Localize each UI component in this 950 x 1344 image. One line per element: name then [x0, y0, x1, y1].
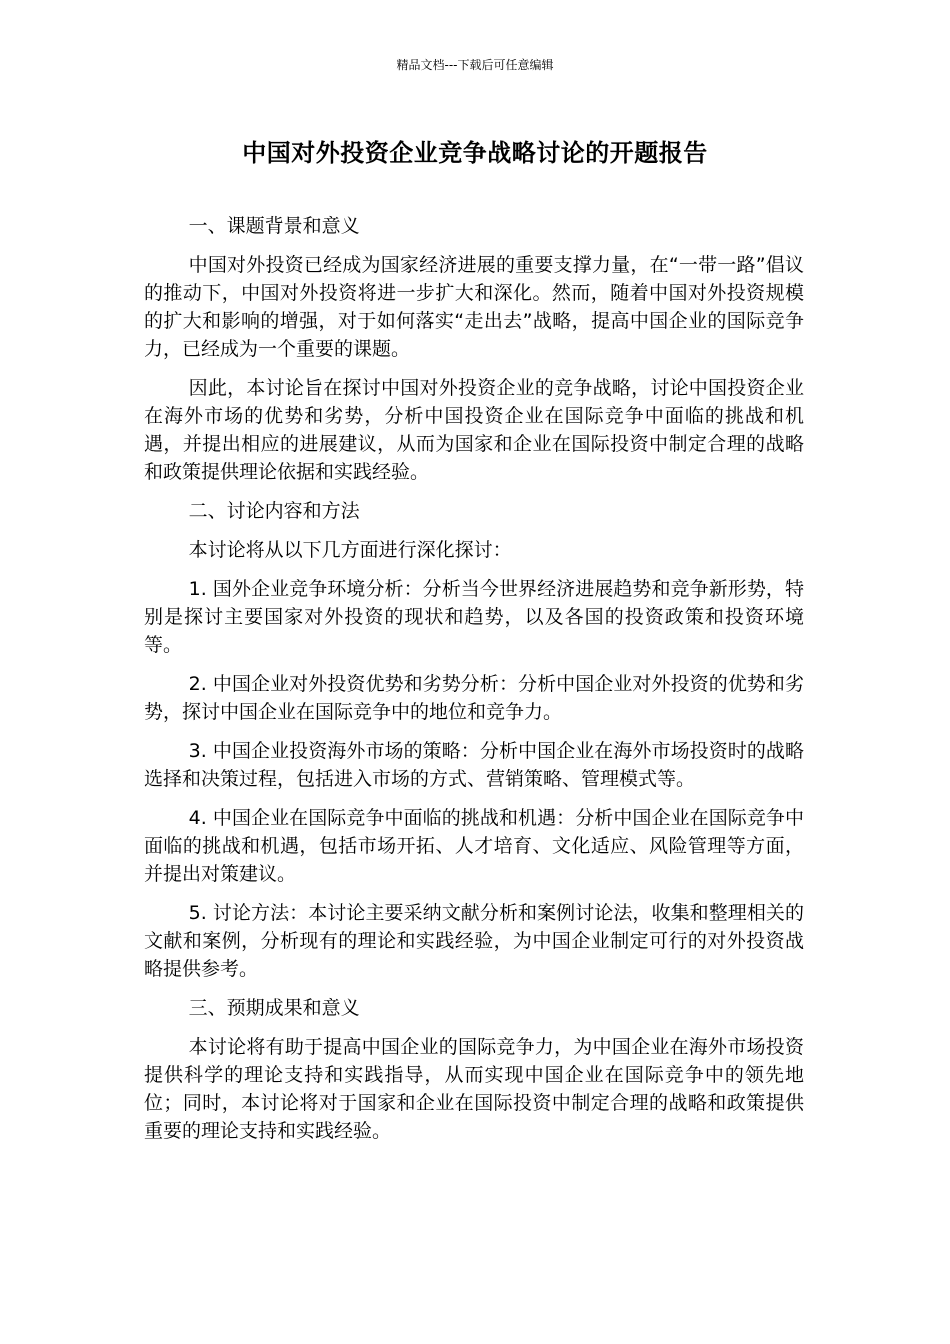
section-heading-outcomes: 三、预期成果和意义 — [188, 997, 360, 1019]
paragraph-outcomes: 本讨论将有助于提高中国企业的国际竞争力，为中国企业在海外市场投资提供科学的理论支持和实践指导，从而实现中国企业在国际竞争中的领先地位；同时，本讨论将对于国家和企业在国际投资中制定合理的战略和政策提供重要的理论支持和实践经验。 — [144, 1036, 804, 1142]
paragraph-purpose: 因此，本讨论旨在探讨中国对外投资企业的竞争战略，讨论中国投资企业在海外市场的优势和劣势，分析中国投资企业在国际竞争中面临的挑战和机遇，并提出相应的进展建议，从而为国家和企业在国际投资中制定合理的战略和政策提供理论依据和实践经验。 — [144, 377, 804, 483]
paragraph-background: 中国对外投资已经成为国家经济进展的重要支撑力量，在“一带一路”倡议的推动下，中国对外投资将进一步扩大和深化。然而，随着中国对外投资规模的扩大和影响的增强，对于如何落实“走出去”战略，提高中国企业的国际竞争力，已经成为一个重要的课题。 — [144, 254, 804, 360]
document-body — [144, 212, 804, 1156]
document-title: 中国对外投资企业竞争战略讨论的开题报告 — [242, 139, 708, 167]
header-note: 精品文档---下载后可任意编辑 — [396, 58, 554, 72]
list-item-1: 1. 国外企业竞争环境分析：分析当今世界经济进展趋势和竞争新形势，特别是探讨主要国家对外投资的现状和趋势，以及各国的投资政策和投资环境等。 — [144, 578, 804, 656]
list-item-2: 2. 中国企业对外投资优势和劣势分析：分析中国企业对外投资的优势和劣势，探讨中国企业在国际竞争中的地位和竞争力。 — [144, 673, 804, 723]
list-item-4: 4. 中国企业在国际竞争中面临的挑战和机遇：分析中国企业在国际竞争中面临的挑战和机遇，包括市场开拓、人才培育、文化适应、风险管理等方面，并提出对策建议。 — [144, 807, 804, 885]
list-item-3: 3. 中国企业投资海外市场的策略：分析中国企业在海外市场投资时的战略选择和决策过程，包括进入市场的方式、营销策略、管理模式等。 — [144, 740, 804, 790]
paragraph-intro: 本讨论将从以下几方面进行深化探讨： — [188, 539, 512, 561]
section-heading-background: 一、课题背景和意义 — [188, 215, 360, 237]
section-heading-content-methods: 二、讨论内容和方法 — [188, 500, 360, 522]
list-item-5: 5. 讨论方法：本讨论主要采纳文献分析和案例讨论法，收集和整理相关的文献和案例，分析现有的理论和实践经验，为中国企业制定可行的对外投资战略提供参考。 — [144, 902, 804, 980]
